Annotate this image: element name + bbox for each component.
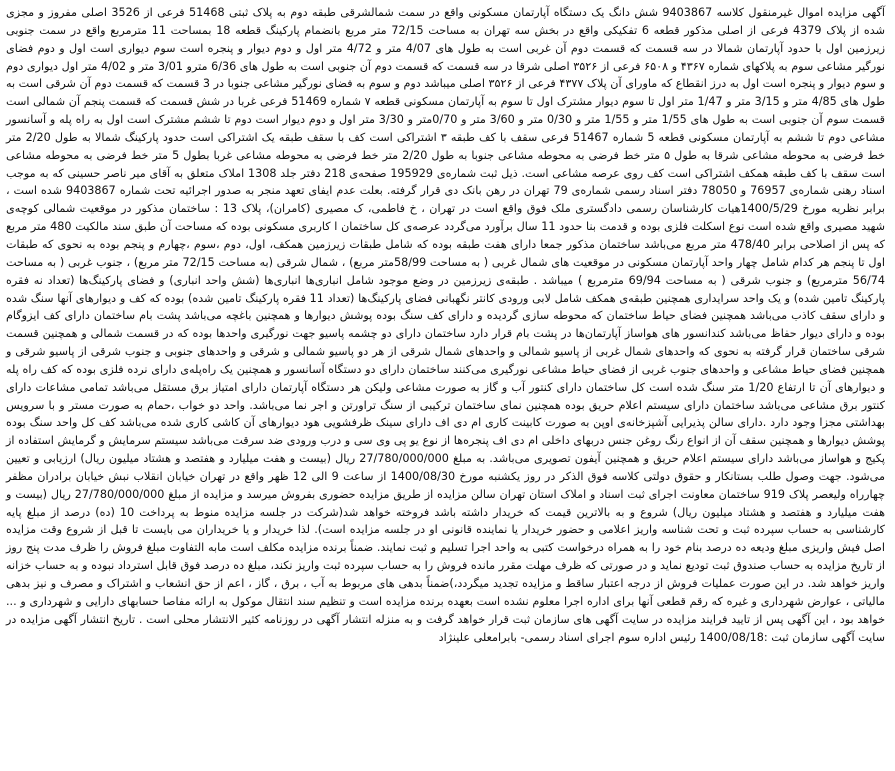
auction-notice-text: آگهی مزایده اموال غیرمنقول کلاسه 9403867 شش دانگ یک دستگاه آپارتمان مسکونی واقع در سمت شمالشرقی طبقه دوم به پلاک ثبتی 51468 فرعی از 3526 اصلی مفروز و مجزی شده از پلاک 4379 فرعی از اصلی مذکور قطعه 6 تفکیکی واقع در بخش سه تهران به مساحت 72/15 متر مربع بانضمام پارکینگ قطعه 18 بمساحت 11 مترمربع واقع در سمت جنوبی زیرزمین اول با حدود آپارتمان شمالا در سه قسمت که قسمت دوم آن غربی است به طول های 4/07 متر و 4/72 متر اول و دوم دیوار و پنجره است سوم دیواری است اول و دوم فضای نورگیر مشاعی سوم به پلاکهای شماره ۴۳۶۷ و ۶۵۰۸ فرعی از ۳۵۲۶ اصلی شرقا در سه قسمت که قسمت دوم آن جنوبی است به طول های 6/36 مترو 3/01 متر و 4/02 متر اول دیواری دوم و سوم دیوار و پنجره است اول به درز انقطاع که ماورای آن پلاک ۴۳۷۷ فرعی از ۳۵۲۶ اصلی میباشد دوم و سوم به فضای نورگیر مشاعی جنوبا در 3 قسمت که قسمت دوم آن شرقی است به طول های 4/85 متر و 3/15 متر و 1/47 متر اول تا سوم دیوار مشترک اول تا سوم به آپارتمان مسکونی قطعه ۷ شماره 51469 فرعی غربا در شش قسمت که قسمت پنجم آن شمالی است قسمت سوم آن جنوبی است به طول های 1/55 متر و 1/55 متر و 0/30 متر و 3/60 متر و 0/70متر و 3/30 متر اول و دوم دیوار است دوم تا ششم مشترک است اول به راه پله و آسانسور مشاعی دوم تا ششم به آپارتمان مسکونی قطعه 5 شماره 51467 فرعی سقف با کف طبقه ۳ اشتراکی است کف با سقف طبقه یک اشتراکی است حدود پارکینگ شمالا به طول 2/20 متر خط فرضی به محوطه مشاعی شرقا به طول ۵ متر خط فرضی به محوطه مشاعی جنوبا به طول 2/20 متر خط فرضی به محوطه مشاعی غربا بطول 5 متر خط فرضی به محوطه مشاعی است سقف با کف طبقه همکف اشتراکی است کف روی عرصه مشاعی است. ذیل ثبت شماره‌ی 195929 صفحه‌ی 218 دفتر جلد 1308 املاک متعلق به آقای میر ناصر حسینی که به موجب اسناد رهنی شماره‌ی 76957 و 78050 دفتر اسناد رسمی شماره‌ی 79 تهران در رهن بانک دی قرار گرفته. بعلت عدم ایفای تعهد منجر به صدور اجرائیه تحت شماره 9403867 شده است ، برابر نظریه مورخ 1400/5/29هیات کارشناسان رسمی دادگستری ملک فوق واقع است در تهران ، خ فاطمی، ک مصیری (کامران)، پلاک 13 : ساختمان مذکور در موقعیت شمالی کوچه‌ی شهید مصیری واقع شده است نوع اسکلت فلزی بوده و قدمت بنا حدود 11 سال برآورد می‌گردد عرصه‌ی کل ساختمان ا کاربری مسکونی بوده که مساحت آن طبق سند مالکیت 480 متر مربع که پس از اصلاحی برابر 478/40 متر مربع می‌باشد ساختمان مذکور جمعا دارای هفت طبقه بوده که شامل طبقات زیرزمین همکف، اول، دوم ،سوم ،چهارم و پنجم بوده به نحوی که طبقات اول تا پنجم هر کدام شامل چهار واحد آپارتمان مسکونی در موقعیت های شمال غربی ( به مساحت 58/99متر مربع) ، شمال شرقی (به مساحت 72/15 متر مربع) ، جنوب غربی ( به مساحت 56/74 مترمربع) و جنوب شرقی ( به مساحت 69/94 مترمربع ) میباشد . طبقه‌ی زیرزمین در وضع موجود شامل انباری‌ها انباری‌ها (شش واحد انباری) و فضای پارکینگ‌ها (تعداد نه فقره پارکینگ تامین شده) و یک واحد سرایداری همچنین طبقه‌ی همکف شامل لابی ورودی کانتر نگهبانی فضای پارکینگ‌ها (تعداد 11 فقره پارکینگ تامین شده) بوده که کف و دیوارهای آنها سنگ شده و دارای سقف کاذب می‌باشد همچنین فضای حیاط ساختمان که محوطه سازی گردیده و دارای کف سنگ بوده پوشش دیوارها و همچنین باغچه می‌باشد پشت بام ساختمان دارای کف ایزوگام بوده و دارای دیوار حفاظ می‌باشد کندانسور های هواساز آپارتمان‌ها در پشت بام قرار دارد ساختمان دارای دو چشمه پاسیو جهت نورگیری واحدها بوده که در قسمت شمالی و همچنین قسمت شرقی ساختمان قرار گرفته به نحوی که واحدهای شمال غربی از پاسیو شمالی و واحدهای شمال شرقی از هر دو پاسیو شمالی و شرقی و واحدهای جنوبی و جنوب شرقی از پاسیو شرقی و همچنین فضای حیاط مشاعی و واحدهای جنوب غربی از فضای حیاط مشاعی نورگیری می‌کنند ساختمان دارای دو دستگاه آسانسور و همچنین یک راه‌پله‌ی دارای نرده فلزی بوده که کف راه پله و دیوارهای آن تا ارتفاع 1/20 متر سنگ شده است کل ساختمان دارای کنتور آب و گاز به صورت مشاعی ولیکن هر دستگاه آپارتمان دارای امتیاز برق مستقل می‌باشد تمامی مشاعات دارای کنتور برق مشاعی می‌باشد ساختمان دارای سیستم اعلام حریق بوده همچنین نمای ساختمان ترکیبی از سنگ تراورتن و اجر نما می‌باشد. واحد دو خواب ،حمام به صورت مستر و با سرویس بهداشتی مجزا وجود دارد .دارای سالن پذیرایی آشپزخانه‌ی اوپن به صورت کابینت کاری ام دی اف دارای سینک ظرفشویی هود دیوارهای آن کاشی کاری شده می‌باشد کف کل واحد سنگ بوده پوشش دیوارها و همچنین سقف آن از انواع رنگ روغن جنس دربهای داخلی ام دی اف پنجره‌ها از نوع یو پی وی سی و درب ورودی ضد سرقت می‌باشد سیستم سرمایش و گرمایش استفاده از پکیج و هواساز می‌باشد دارای سیستم اعلام حریق و همچنین آیفون تصویری می‌باشد. به مبلغ 27/780/000/000 ریال (بیست و هفت میلیارد و هفتصد و هشتاد میلیون ریال) ارزیابی و تعیین می‌شود. جهت وصول طلب بستانکار و حقوق دولتی کلاسه فوق الذکر در روز یکشنبه مورخ 1400/08/30 از ساعت 9 الی 12 ظهر واقع در تهران خیابان انقلاب نبش خیابان برادران مظفر چهارراه ولیعصر پلاک 919 ساختمان معاونت اجرای ثبت اسناد و املاک استان تهران سالن مزایده از طریق مزایده حضوری بفروش میرسد و مزایده از مبلغ 27/780/000/000 ریال (بیست و هفت میلیارد و هفتصد و هشتاد میلیون ریال) شروع و به بالاترین قیمت که خریدار داشته باشد فروخته خواهد شد(شرکت در جلسه مزایده منوط به پرداخت 10 (ده) درصد از مبلغ پایه کارشناسی به حساب سپرده ثبت و تحت شناسه واریز اعلامی و حضور خریدار یا نماینده قانونی او در جلسه مزایده است). لذا خریدار و یا خریداران می بایست تا قبل از شروع وقت مزایده اصل فیش واریزی مبلغ ودیعه ده درصد بنام خود را به همراه درخواست کتبی به واحد اجرا تسلیم و ثبت نمایند. ضمناً برنده مزایده مکلف است مابه التفاوت مبلغ فروش را ظرف مدت پنج روز از تاریخ مزایده به حساب صندوق ثبت تودیع نماید و در صورتی که ظرف مهلت مقرر مانده فروش را به حساب سپرده ثبت واریز نکند، مبلغ ده درصد فوق قابل استرداد نبوده و به حساب خزانه واریز خواهد شد. در این صورت عملیات فروش از درجه اعتبار ساقط و مزایده تجدید میگردد،)ضمناً بدهی های مربوط به آب ، برق ، گاز ، اعم از حق انشعاب و اشتراک و مصرف و نیز بدهی مالیاتی ، عوارض شهرداری و غیره که رقم قطعی آنها برای اداره اجرا معلوم نشده است بعهده برنده مزایده است و تنظیم سند انتقال موکول به ارائه مفاصا حسابهای دارایی و شهرداری و ... خواهد بود ، این آگهی پس از تایید فرایند مزایده در سایت آگهی های سازمان ثبت قرار خواهد گرفت و به منزله انتشار آگهی در روزنامه کثیر الانتشار محلی است . تاریخ انتشار آگهی مزایده در سایت آگهی سازمان ثبت :1400/08/18 رئیس اداره سوم اجرای اسناد رسمی- بابرامعلی علینژاد <box>6 6 886 644</box>
